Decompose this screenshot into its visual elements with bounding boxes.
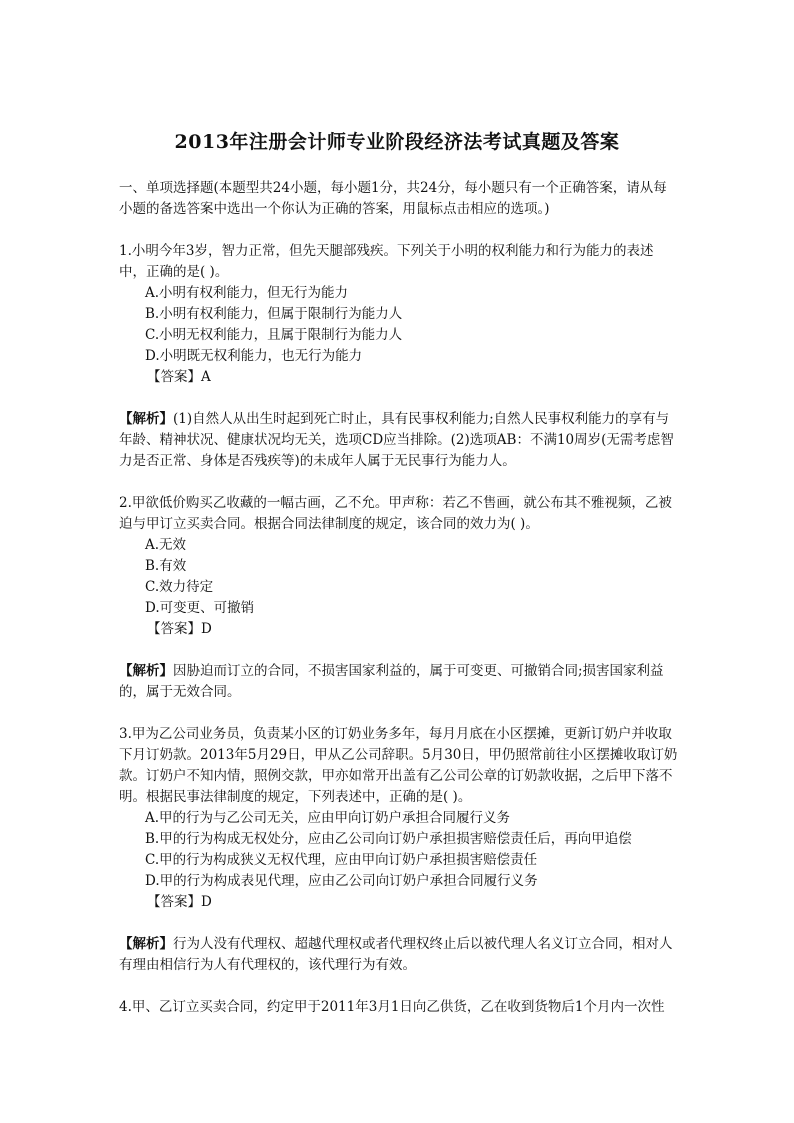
question-option: A.无效 [145, 537, 187, 553]
spacer [119, 640, 679, 661]
question-stem: 2.甲欲低价购买乙收藏的一幅古画，乙不允。甲声称：若乙不售画，就公布其不雅视频，乙被迫与甲订立买卖合同。根据合同法律制度的规定，该合同的效力为( )。 [119, 495, 672, 532]
question-option: C.甲的行为构成狭义无权代理，应由甲向订奶户承担损害赔偿责任 [145, 852, 538, 868]
question-explanation [119, 661, 679, 703]
document-body [119, 178, 679, 1018]
question-option: A.小明有权利能力，但无行为能力 [145, 285, 349, 301]
explanation-text: 因胁迫而订立的合同，不损害国家利益的，属于可变更、可撤销合同;损害国家利益的，属于无效合同。 [119, 663, 664, 700]
document-title: 2013年注册会计师专业阶段经济法考试真题及答案 [174, 131, 620, 153]
question-explanation [119, 409, 679, 472]
question-answer: 【答案】D [147, 894, 212, 910]
explanation-label: 【解析】 [119, 411, 173, 427]
question-stem: 3.甲为乙公司业务员，负责某小区的订奶业务多年，每月月底在小区摆摊，更新订奶户并收取下月订奶款。2013年5月29日，甲从乙公司辞职。5月30日，甲仍照常前往小区摆摊收取订奶款。订奶户不知内情，照例交款，甲亦如常开出盖有乙公司公章的订奶款收据，之后甲下落不明。根据民事法律制度的规定，下列表述中，正确的是( )。 [119, 726, 678, 805]
question-answer: 【答案】A [147, 369, 211, 385]
spacer [119, 913, 679, 934]
question-answer: 【答案】D [147, 621, 212, 637]
explanation-text: 行为人没有代理权、超越代理权或者代理权终止后以被代理人名义订立合同，相对人有理由相信行为人有代理权的，该代理行为有效。 [119, 936, 673, 973]
question-option: D.可变更、可撤销 [145, 600, 255, 616]
spacer [119, 703, 679, 724]
question-stem: 4.甲、乙订立买卖合同，约定甲于2011年3月1日向乙供货，乙在收到货物后1个月内一次性 [119, 999, 665, 1015]
question-option: B.有效 [145, 558, 187, 574]
explanation-label: 【解析】 [119, 663, 173, 679]
spacer [119, 472, 679, 493]
section-header: 一、单项选择题(本题型共24小题，每小题1分，共24分，每小题只有一个正确答案，请从每小题的备选答案中选出一个你认为正确的答案，用鼠标点击相应的选项。) [119, 180, 667, 217]
question-option: D.甲的行为构成表见代理，应由乙公司向订奶户承担合同履行义务 [145, 873, 538, 889]
question-option: D.小明既无权利能力，也无行为能力 [145, 348, 363, 364]
explanation-label: 【解析】 [119, 936, 173, 952]
spacer [119, 388, 679, 409]
question-option: C.效力待定 [145, 579, 214, 595]
question-option: B.小明有权利能力，但属于限制行为能力人 [145, 306, 403, 322]
question-option: C.小明无权利能力，且属于限制行为能力人 [145, 327, 403, 343]
question-stem: 1.小明今年3岁，智力正常，但先天腿部残疾。下列关于小明的权利能力和行为能力的表述中，正确的是( )。 [119, 243, 654, 280]
question-explanation [119, 934, 679, 976]
explanation-text: (1)自然人从出生时起到死亡时止，具有民事权利能力;自然人民事权利能力的享有与年龄、精神状况、健康状况均无关，选项CD应当排除。(2)选项AB：不满10周岁(无需考虑智力是否正常、身体是否残疾等)的未成年人属于无民事行为能力人。 [119, 411, 674, 469]
spacer [119, 976, 679, 997]
spacer [119, 220, 679, 241]
question-option: B.甲的行为构成无权处分，应由乙公司向订奶户承担损害赔偿责任后，再向甲追偿 [145, 831, 632, 847]
question-option: A.甲的行为与乙公司无关，应由甲向订奶户承担合同履行义务 [145, 810, 511, 826]
